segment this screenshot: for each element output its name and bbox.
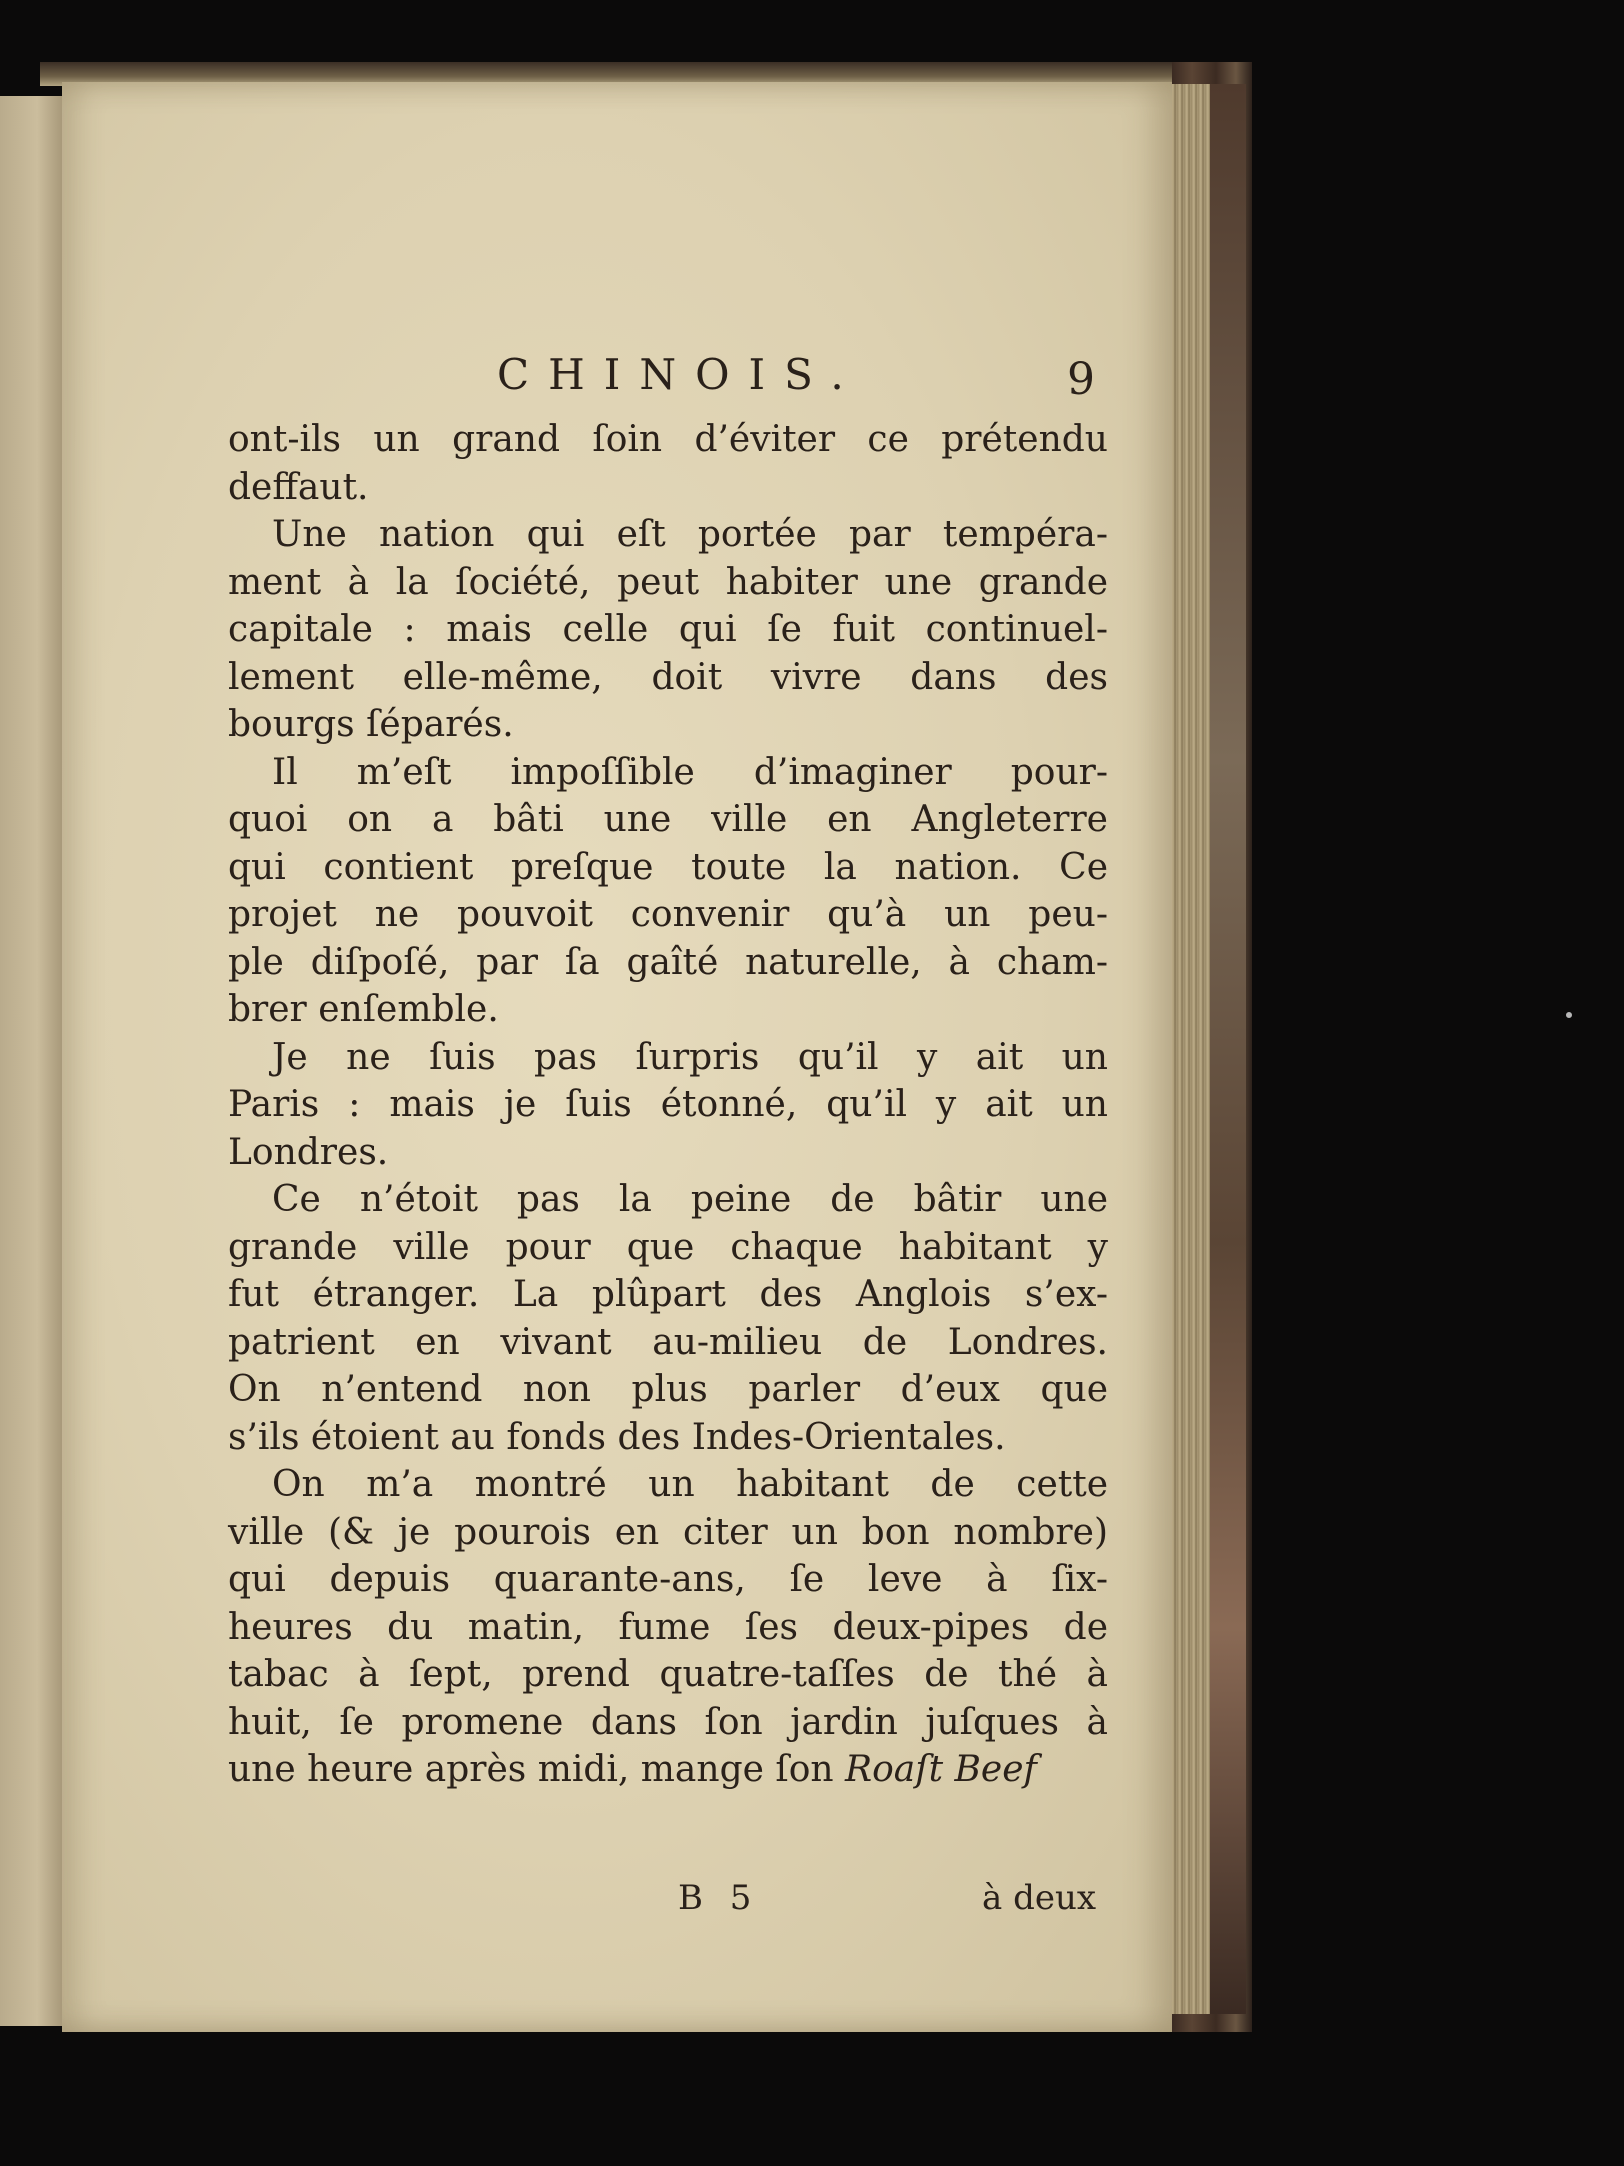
text-line: projet ne pouvoit convenir qu’à un peu- <box>228 894 1108 935</box>
text-line: Paris : mais je ſuis étonné, qu’il y ait un <box>228 1084 1108 1125</box>
text-line: Londres. <box>228 1131 389 1173</box>
text-line: ment à la ſociété, peut habiter une grande <box>228 561 1108 603</box>
text-line: qui contient preſque toute la nation. Ce <box>228 846 1108 888</box>
text-line: huit, ſe promene dans ſon jardin juſques à <box>228 1701 1108 1743</box>
signature-mark: B 5 <box>678 1878 760 1918</box>
text-line: On m’a montré un habitant de cette <box>272 1464 1108 1505</box>
text-line: ple diſpoſé, par ſa gaîté naturelle, à cham- <box>228 941 1108 983</box>
text-line: heures du matin, fume ſes deux-pipes de <box>228 1606 1108 1648</box>
book-page <box>62 82 1172 2032</box>
text-line: bourgs ſéparés. <box>228 704 514 745</box>
text-line: Il m’eſt impoſſible d’imaginer pour- <box>272 751 1108 793</box>
text-line: grande ville pour que chaque habitant y <box>228 1226 1108 1268</box>
text-line: tabac à ſept, prend quatre-taſſes de thé à <box>228 1654 1108 1695</box>
text-line: quoi on a bâti une ville en Angleterre <box>228 799 1108 840</box>
text-line: Une nation qui eſt portée par tempéra- <box>272 514 1108 555</box>
cover-board <box>1210 84 1246 2014</box>
catchword: à deux <box>982 1878 1097 1918</box>
text-line: capitale : mais celle qui ſe fuit continuel- <box>228 609 1108 650</box>
text-line-final <box>228 1746 1108 1794</box>
running-head: CHINOIS. <box>497 350 863 399</box>
text-line: fut étranger. La plûpart des Anglois s’ex- <box>228 1274 1108 1315</box>
text-line: Ce n’étoit pas la peine de bâtir une <box>272 1179 1108 1220</box>
text-line: s’ils étoient au fonds des Indes-Orientales. <box>228 1416 1006 1458</box>
text-line: qui depuis quarante-ans, ſe leve à ſix- <box>228 1559 1108 1600</box>
text-line: deffaut. <box>228 466 369 508</box>
text-line: Je ne ſuis pas ſurpris qu’il y ait un <box>272 1036 1108 1078</box>
page-edges <box>1170 84 1210 2014</box>
text-line: patrient en vivant au-milieu de Londres. <box>228 1321 1108 1363</box>
page-number: 9 <box>1067 354 1095 405</box>
text-line: ont-ils un grand ſoin d’éviter ce prétendu <box>228 419 1108 460</box>
dust-speck <box>1566 1012 1572 1018</box>
text-line: brer enſemble. <box>228 989 499 1030</box>
text-line: ville (& je pourois en citer un bon nombre) <box>228 1511 1108 1553</box>
facing-page-edge <box>0 96 64 2026</box>
final-line-italic: Roaſt Beef <box>845 1749 1037 1790</box>
final-line-text: une heure après midi, mange ſon <box>228 1749 845 1790</box>
text-line: lement elle-même, doit vivre dans des <box>228 656 1108 698</box>
text-line: On n’entend non plus parler d’eux que <box>228 1369 1108 1410</box>
